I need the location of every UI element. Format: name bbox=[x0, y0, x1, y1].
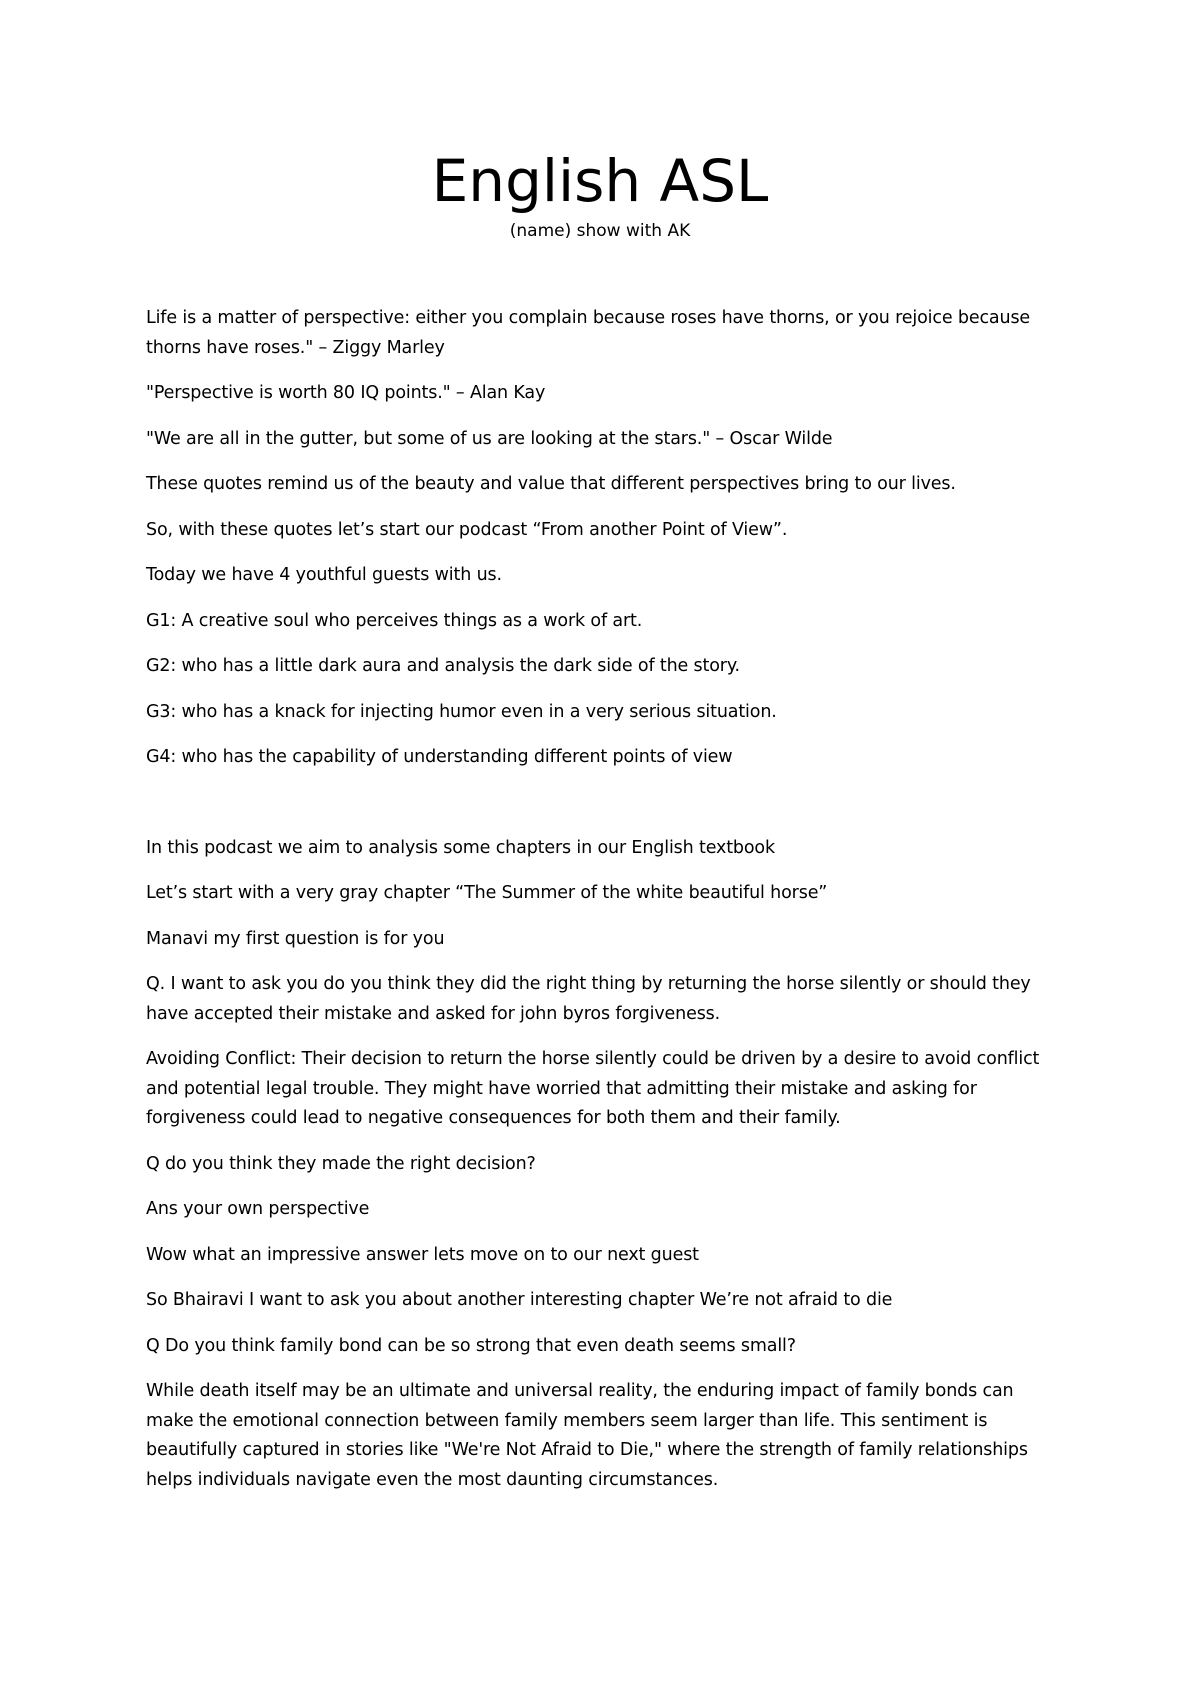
paragraph: Today we have 4 youthful guests with us. bbox=[146, 565, 502, 585]
guest-g2: G2: who has a little dark aura and analysis the dark side of the story. bbox=[146, 656, 740, 676]
question-paragraph: Q Do you think family bond can be so strong that even death seems small? bbox=[146, 1335, 796, 1356]
paragraph: Manavi my first question is for you bbox=[146, 928, 445, 949]
answer-paragraph: While death itself may be an ultimate and universal reality, the enduring impact of family bonds can make the emotional connection between family members seem larger than life. This sentiment is beautifully captured in stories like "We're Not Afraid to Die," where the strength of family relationships helps individuals navigate even the most daunting circumstances. bbox=[146, 1381, 1028, 1490]
quote-ziggy-marley: Life is a matter of perspective: either you complain because roses have thorns, or you rejoice because thorns have roses." – Ziggy Marley bbox=[146, 308, 1031, 358]
paragraph: Wow what an impressive answer lets move on to our next guest bbox=[146, 1244, 699, 1265]
paragraph: These quotes remind us of the beauty and value that different perspectives bring to our lives. bbox=[146, 474, 956, 494]
question-paragraph: Q. I want to ask you do you think they did the right thing by returning the horse silently or should they have accepted their mistake and asked for john byros forgiveness. bbox=[146, 974, 1031, 1024]
paragraph: So Bhairavi I want to ask you about another interesting chapter We’re not afraid to die bbox=[146, 1290, 893, 1310]
paragraph: Let’s start with a very gray chapter “The Summer of the white beautiful horse” bbox=[146, 883, 828, 903]
guest-g3: G3: who has a knack for injecting humor even in a very serious situation. bbox=[146, 701, 777, 722]
paragraph: In this podcast we aim to analysis some chapters in our English textbook bbox=[146, 837, 775, 858]
paragraph: So, with these quotes let’s start our podcast “From another Point of View”. bbox=[146, 519, 788, 540]
quote-oscar-wilde: "We are all in the gutter, but some of us are looking at the stars." – Oscar Wilde bbox=[146, 428, 833, 449]
blank-line bbox=[146, 789, 1066, 834]
question-paragraph: Q do you think they made the right decision? bbox=[146, 1153, 536, 1174]
answer-paragraph: Avoiding Conflict: Their decision to return the horse silently could be driven by a desire to avoid conflict and potential legal trouble. They might have worried that admitting their mistake and asking for forgiveness could lead to negative consequences for both them and their family. bbox=[146, 1049, 1040, 1128]
answer-paragraph: Ans your own perspective bbox=[146, 1199, 370, 1219]
quote-alan-kay: "Perspective is worth 80 IQ points." – Alan Kay bbox=[146, 383, 546, 403]
guest-g4: G4: who has the capability of understanding different points of view bbox=[146, 747, 733, 767]
guest-g1: G1: A creative soul who perceives things as a work of art. bbox=[146, 610, 643, 631]
document-title: English ASL bbox=[431, 147, 769, 215]
document-subtitle: (name) show with AK bbox=[509, 221, 691, 241]
document-body bbox=[146, 304, 1066, 1511]
